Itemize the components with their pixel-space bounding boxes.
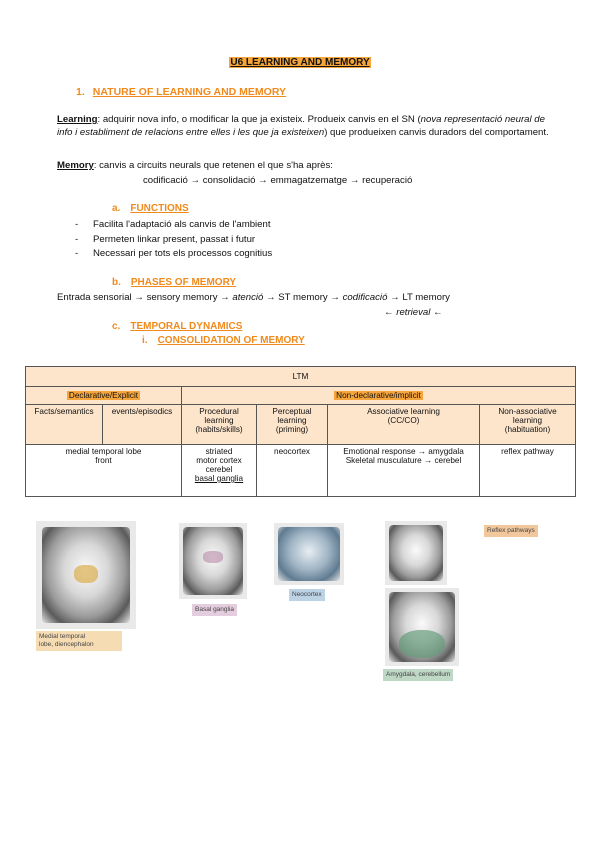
table-cell-perceptual-region: neocortex: [257, 445, 328, 497]
cell-line: Non-associative: [498, 407, 557, 416]
list-item: - Permeten linkar present, passat i futur: [75, 233, 272, 248]
table-header-nondeclarative: [182, 387, 576, 405]
tag-line: lobe, diencephalon: [39, 641, 94, 648]
retrieval-prefix: ←: [384, 307, 397, 318]
subheading-phases: [112, 277, 236, 288]
subheading-consolidation: [142, 335, 305, 346]
tag-reflex-pathways: Reflex pathways: [484, 525, 538, 537]
list-item: - Necessari per tots els processos cognitius: [75, 247, 272, 262]
phases-text-a: Entrada sensorial → sensory memory →: [57, 292, 233, 303]
brain-image-basal-ganglia: [179, 523, 247, 599]
table-cell-procedural: [182, 405, 257, 445]
brain-scan: [389, 525, 443, 581]
section-title: NATURE OF LEARNING AND MEMORY: [92, 86, 287, 98]
cell-line: Emotional response → amygdala: [343, 447, 464, 456]
subheading-functions: [112, 203, 189, 214]
list-item: - Facilita l'adaptació als canvis de l'ambient: [75, 218, 272, 233]
cell-line: learning: [277, 416, 307, 425]
retrieval-word: retrieval: [396, 307, 431, 318]
highlight-region: [74, 565, 98, 583]
cell-line: learning: [512, 416, 543, 425]
brain-image-cerebellum: [385, 588, 459, 666]
table-cell-nonassociative-region: reflex pathway: [480, 445, 576, 497]
cell-line-underlined: basal ganglia: [194, 474, 244, 483]
cell-line: Skeletal musculature → cerebel: [345, 456, 462, 465]
memory-definition: [57, 160, 557, 173]
highlight-region: [203, 551, 223, 563]
cell-line: learning: [204, 416, 234, 425]
document-title: [0, 57, 600, 68]
brain-image-neocortex: [274, 523, 344, 585]
learning-text-1: : adquirir nova info, o modificar la que ja existeix. Produeix canvis en el SN (: [97, 114, 421, 125]
document-title-text: U6 LEARNING AND MEMORY: [230, 57, 370, 68]
subheading-title: CONSOLIDATION OF MEMORY: [157, 335, 305, 346]
cell-line: motor cortex: [196, 456, 242, 465]
subheading-temporal: [112, 321, 242, 332]
learning-text-2: ) que produeixen canvis duradors del comportament.: [324, 126, 549, 138]
cell-line: cerebel: [205, 465, 233, 474]
phases-attention: atenció: [232, 292, 264, 303]
table-cell-procedural-region: [182, 445, 257, 497]
table-cell-perceptual: [257, 405, 328, 445]
phases-coding: codificació: [342, 292, 388, 303]
subheading-letter: i.: [142, 335, 148, 346]
table-cell-associative-region: [328, 445, 480, 497]
section-number: 1.: [76, 86, 85, 98]
phases-text-c: → LT memory: [387, 292, 450, 303]
brain-image-medial-temporal: [36, 521, 136, 629]
table-cell-declarative-region: [26, 445, 182, 497]
cell-line: (habituation): [504, 425, 551, 434]
table-cell-nonassociative: [480, 405, 576, 445]
cell-line: striated: [205, 447, 233, 456]
subheading-letter: c.: [112, 321, 121, 332]
cell-line: (priming): [275, 425, 309, 434]
learning-term: Learning: [57, 114, 98, 125]
subheading-title: FUNCTIONS: [130, 203, 189, 214]
brain-scan: [278, 527, 340, 581]
cell-line: medial temporal lobe: [65, 447, 142, 456]
cell-line: Perceptual: [272, 407, 312, 416]
cell-line: Associative learning: [367, 407, 440, 416]
functions-list: [75, 218, 272, 262]
highlight-region: [399, 630, 445, 658]
cell-line: (habits/skills): [195, 425, 243, 434]
table-cell-events: events/episodics: [103, 405, 182, 445]
tag-medial-temporal: [36, 631, 122, 651]
memory-term: Memory: [57, 160, 94, 171]
declarative-label: Declarative/Explicit: [68, 391, 139, 400]
table-header-declarative: [26, 387, 182, 405]
phases-text-b: → ST memory →: [263, 292, 343, 303]
phases-flow: [57, 292, 450, 303]
table-cell-associative: [328, 405, 480, 445]
section-heading-nature: [76, 86, 286, 98]
nondeclarative-label: Non-declarative/implicit: [336, 391, 421, 400]
ltm-table: [25, 366, 576, 497]
phases-retrieval: [384, 307, 443, 318]
tag-line: Medial temporal: [39, 633, 86, 640]
tag-neocortex: Neocortex: [289, 589, 325, 601]
learning-definition: [57, 114, 557, 139]
memory-text: : canvis a circuits neurals que retenen el que s'ha après:: [93, 160, 333, 171]
tag-amygdala-cerebellum: Amygdala, cerebellum: [383, 669, 453, 681]
subheading-letter: b.: [112, 277, 121, 288]
cell-line: (CC/CO): [387, 416, 420, 425]
cell-line: Procedural: [199, 407, 239, 416]
table-cell-facts: Facts/semantics: [26, 405, 103, 445]
cell-line: front: [95, 456, 112, 465]
brain-image-amygdala: [385, 521, 447, 585]
subheading-title: TEMPORAL DYNAMICS: [130, 321, 243, 332]
tag-basal-ganglia: Basal ganglia: [192, 604, 237, 616]
subheading-letter: a.: [112, 203, 121, 214]
table-header-ltm: LTM: [26, 367, 576, 387]
learning-italic: nova representació neural de info i establiment de relacions entre elles i les que ja existeixen: [57, 114, 545, 138]
retrieval-suffix: ←: [430, 307, 443, 318]
subheading-title: PHASES OF MEMORY: [130, 277, 237, 288]
memory-stages: codificació → consolidació → emmagatzematge → recuperació: [143, 175, 413, 186]
